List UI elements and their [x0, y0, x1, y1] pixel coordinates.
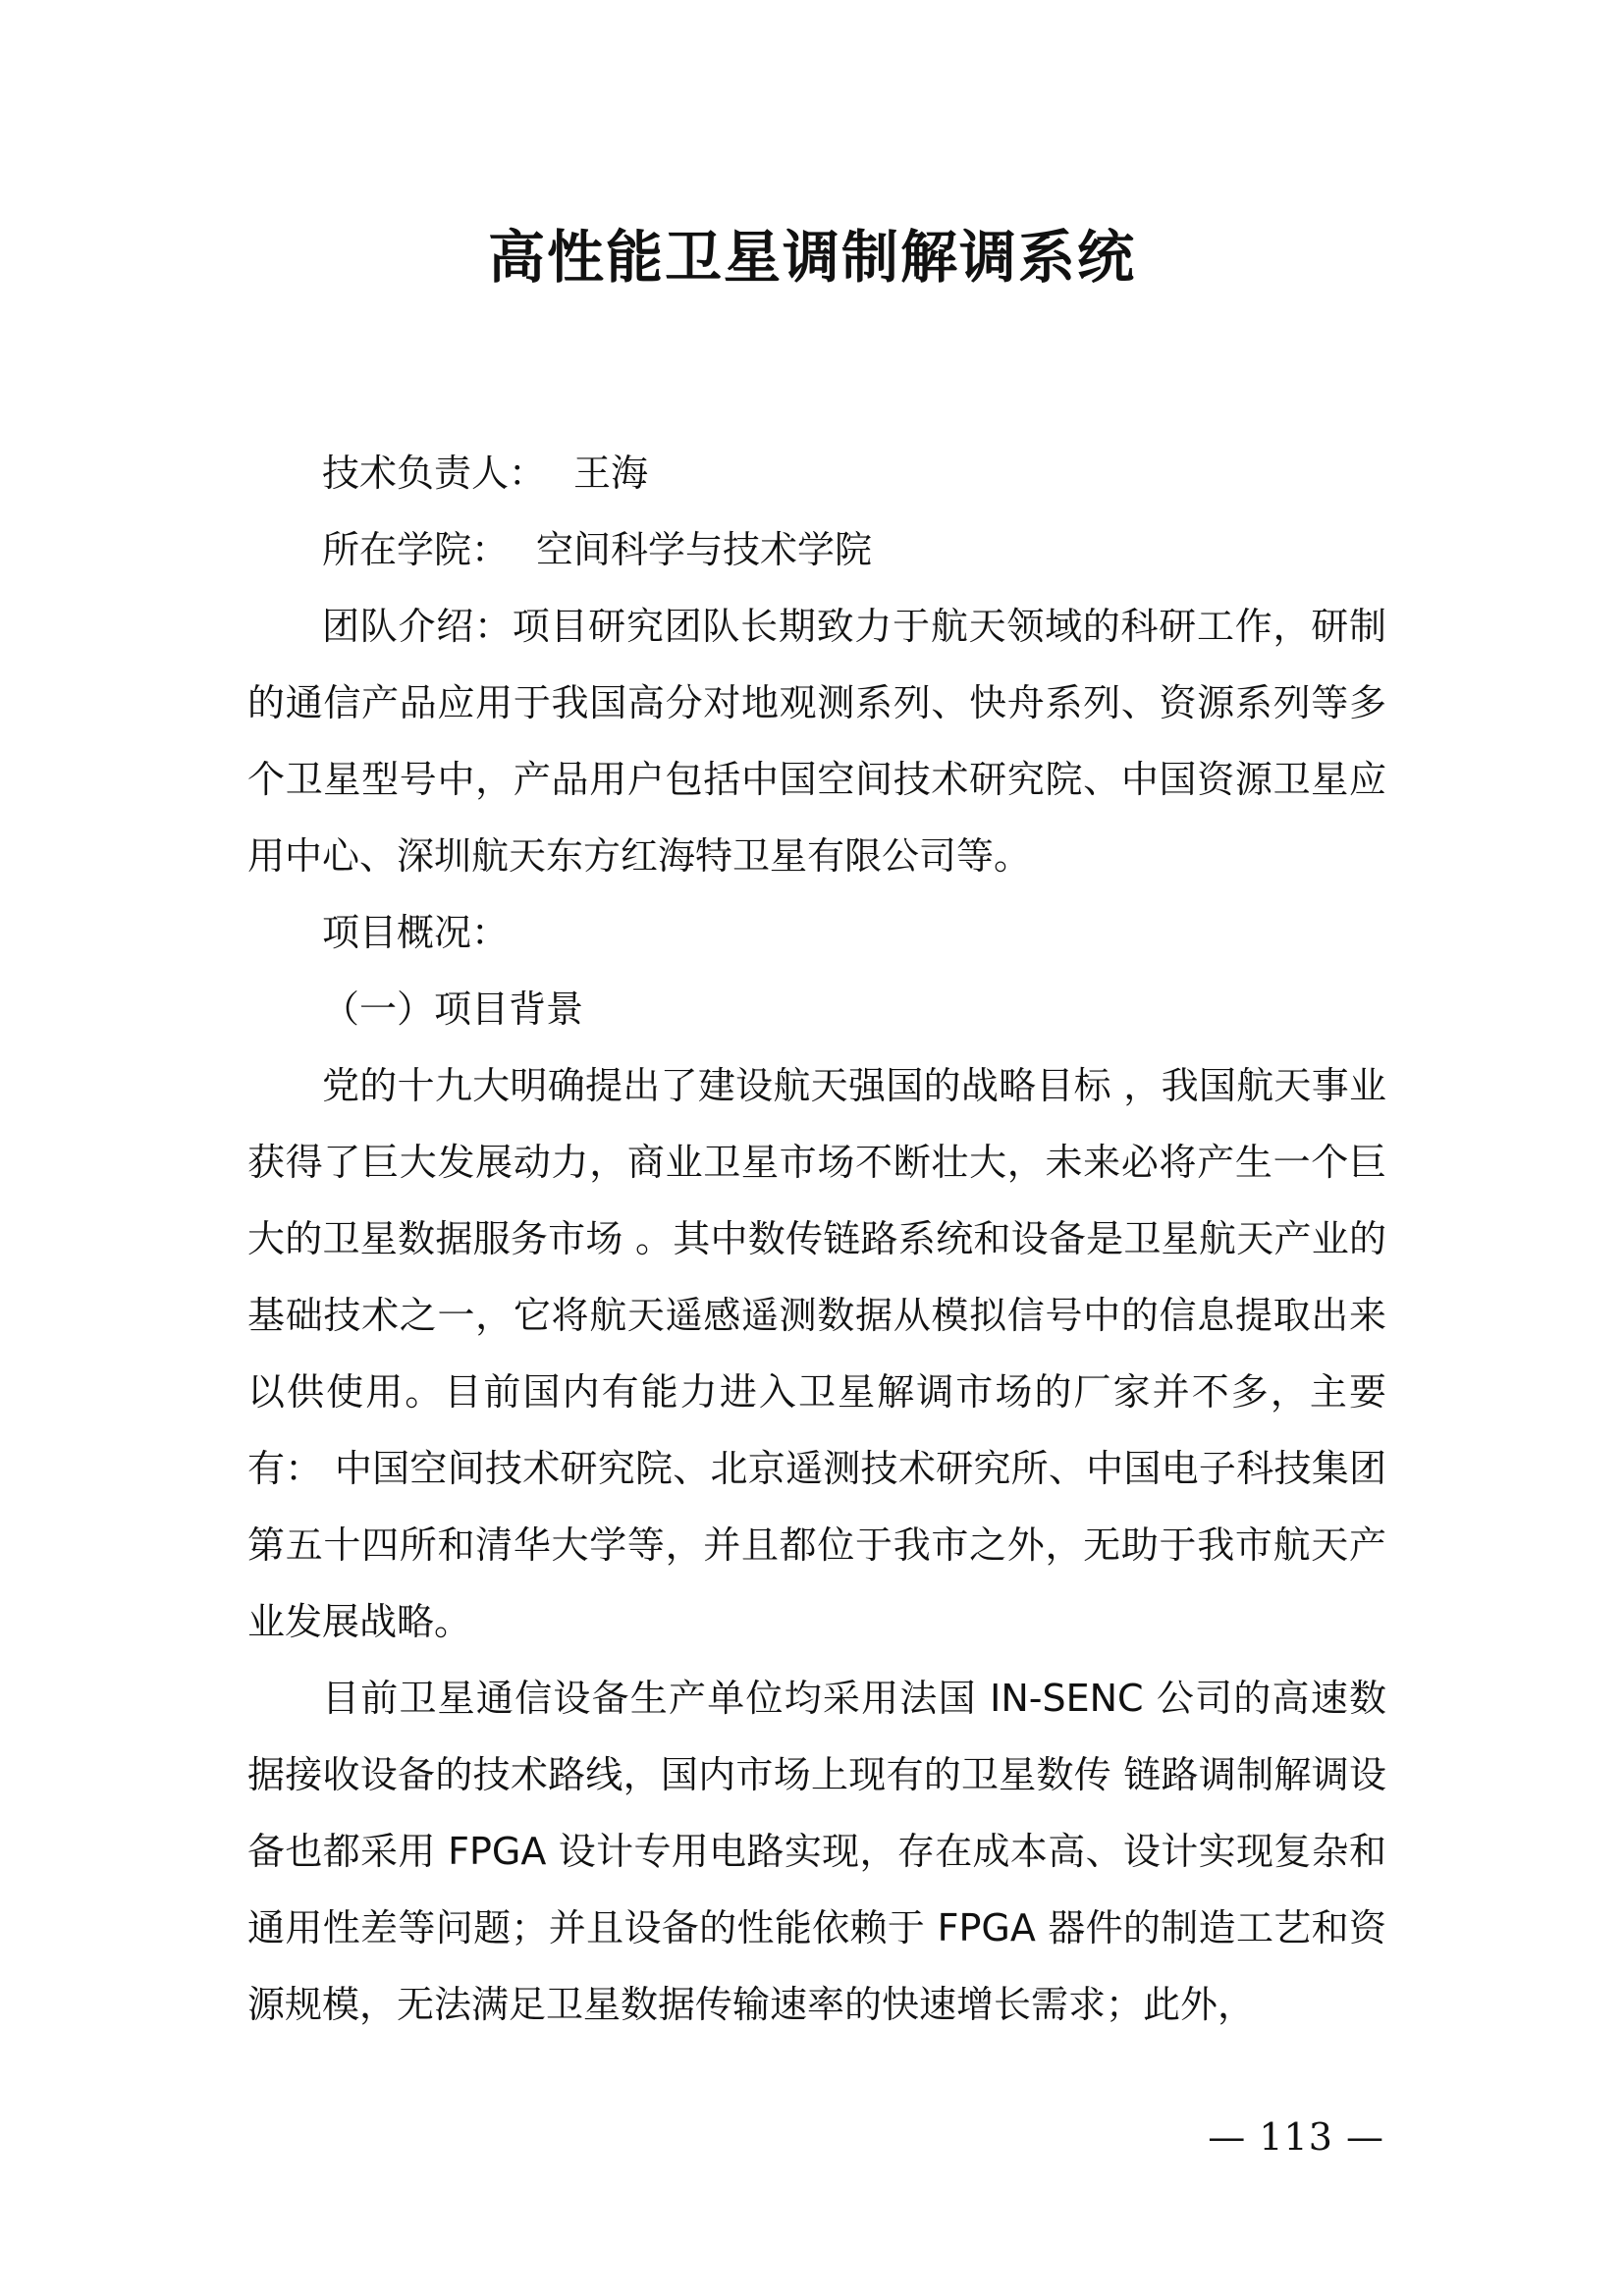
document-title: 高性能卫星调制解调系统	[487, 224, 1136, 291]
college-value: 空间科学与技术学院	[536, 528, 873, 571]
tech-lead-value: 王海	[573, 452, 649, 495]
tech-lead-label: 技术负责人：	[322, 452, 547, 495]
document-body	[247, 435, 1386, 2043]
team-intro-paragraph: 团队介绍：项目研究团队长期致力于航天领域的科研工作，研制的通信产品应用于我国高分对地观测系列、快舟系列、资源系列等多个卫星型号中，产品用户包括中国空间技术研究院、中国资源卫星应用中心、深圳航天东方红海特卫星有限公司等。	[247, 605, 1386, 878]
college-line	[247, 511, 1386, 588]
body-paragraph: 党的十九大明确提出了建设航天强国的战略目标 ，我国航天事业获得了巨大发展动力，商业卫星市场不断壮大，未来必将产生一个巨大的卫星数据服务市场 。其中数传链路系统和设备是卫星航天产业的基础技术之一，它将航天遥感遥测数据从模拟信号中的信息提取出来以供使用。目前国内有能力进入卫星解调市场的厂家并不多，主要有： 中国空间技术研究院、北京遥测技术研究所、中国电子科技集团第五十四所和清华大学等，并且都位于我市之外，无助于我市航天产业发展战略。	[247, 1064, 1386, 1643]
section-heading: （一）项目背景	[322, 988, 584, 1031]
body-paragraph: 目前卫星通信设备生产单位均采用法国 IN-SENC 公司的高速数据接收设备的技术路线，国内市场上现有的卫星数传 链路调制解调设备也都采用 FPGA 设计专用电路实现，存在成本高、设计实现复杂和通用性差等问题；并且设备的性能依赖于 FPGA 器件的制造工艺和资源规模，无法满足卫星数据传输速率的快速增长需求；此外，	[247, 1677, 1386, 2026]
college-label: 所在学院：	[322, 528, 510, 571]
page-number: — 113 —	[1208, 2115, 1384, 2159]
tech-lead-line	[247, 435, 1386, 511]
overview-heading: 项目概况：	[322, 911, 510, 954]
